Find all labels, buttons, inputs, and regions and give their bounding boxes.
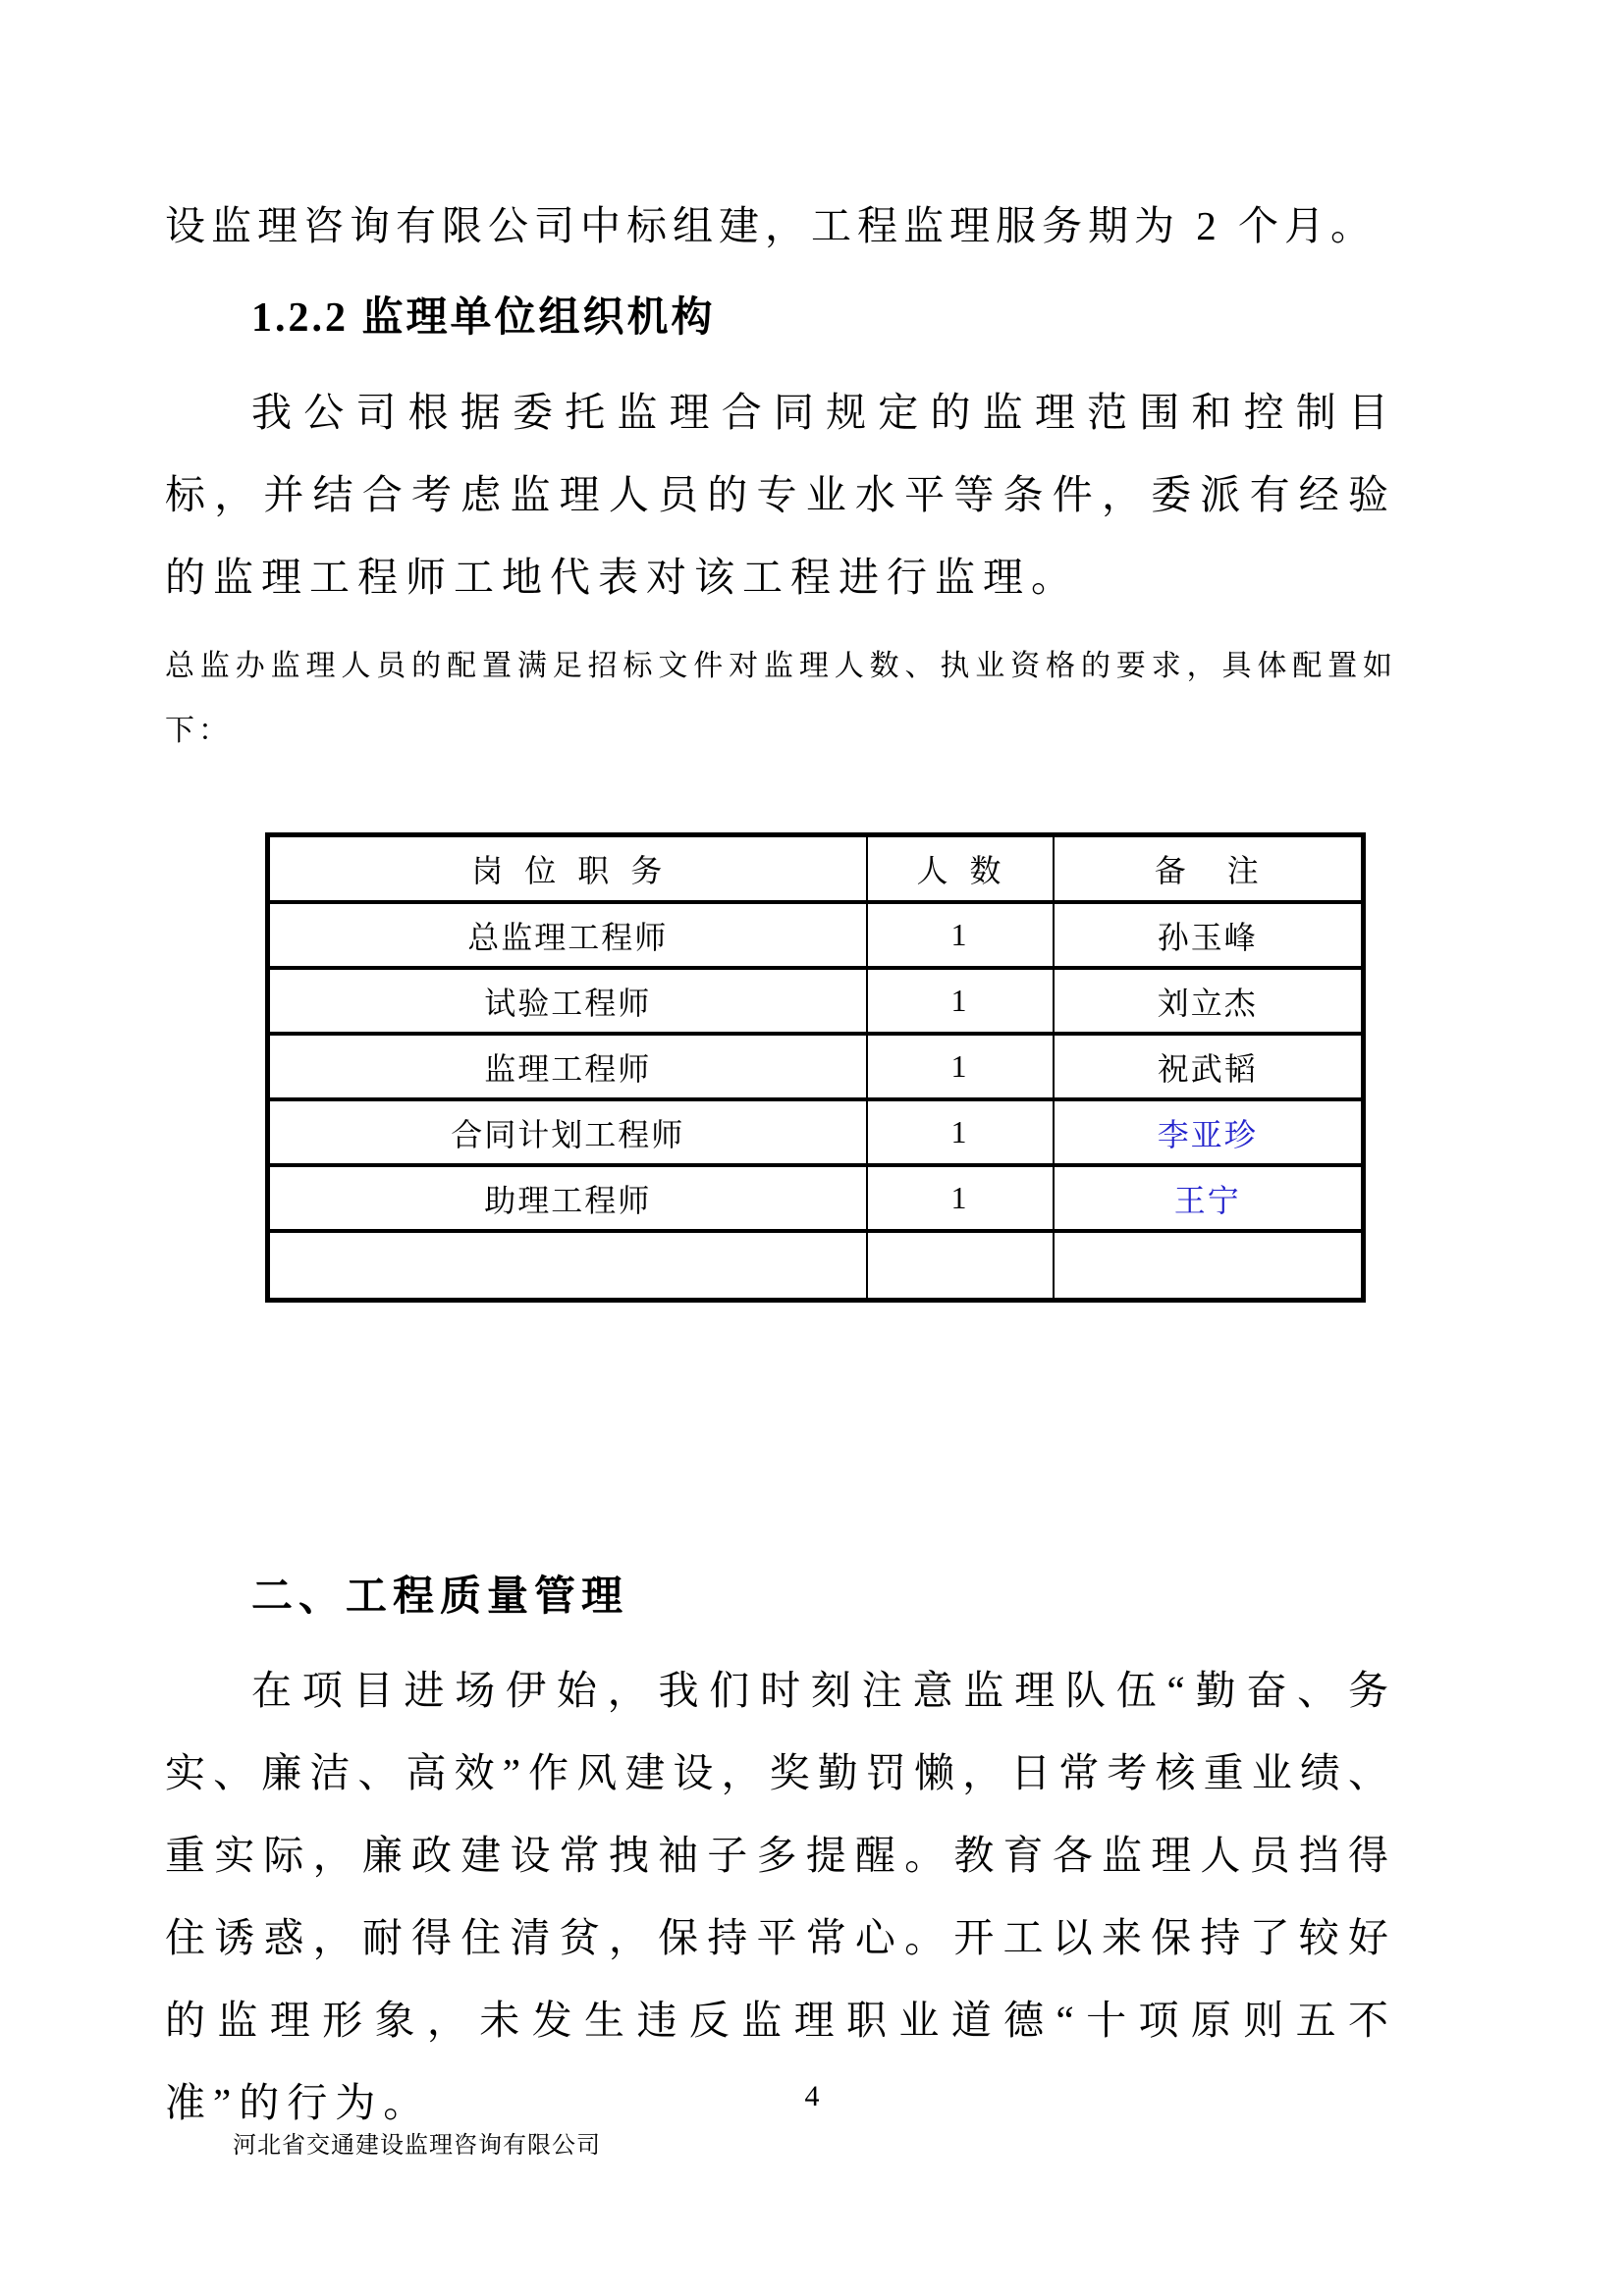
remark-cell: 孙玉峰 (1054, 902, 1364, 968)
table-row (268, 1165, 1364, 1231)
remark-cell: 祝武韬 (1054, 1034, 1364, 1099)
table-row (268, 968, 1364, 1034)
col-header-remark: 备 注 (1054, 835, 1364, 903)
table-header-row (268, 835, 1364, 903)
col-header-count: 人 数 (867, 835, 1054, 903)
remark-cell: 王宁 (1054, 1165, 1364, 1231)
section-2-heading: 二、工程质量管理 (251, 1575, 629, 1620)
section-2-paragraph: 在项目进场伊始，我们时刻注意监理队伍“勤奋、务实、廉洁、高效”作风建设，奖勤罚懒，日常考核重业绩、重实际，廉政建设常拽袖子多提醒。教育各监理人员挡得住诱惑，耐得住清贫，保持平常心。开工以来保持了较好的监理形象，未发生违反监理职业道德“十项原则五不准”的行为。 (165, 1668, 1396, 2125)
section-1-heading: 1.2.2 监理单位组织机构 (251, 295, 716, 341)
table-row (268, 1099, 1364, 1165)
page-number: 4 (804, 2080, 820, 2112)
footer-company-name: 河北省交通建设监理咨询有限公司 (233, 2133, 601, 2159)
section-1-paragraph: 我公司根据委托监理合同规定的监理范围和控制目标，并结合考虑监理人员的专业水平等条件，委派有经验的监理工程师工地代表对该工程进行监理。 (165, 390, 1396, 600)
count-cell: 1 (867, 1099, 1054, 1165)
count-cell: 1 (867, 902, 1054, 968)
col-header-position: 岗 位 职 务 (268, 835, 867, 903)
table-row (268, 1034, 1364, 1099)
remark-cell: 李亚珍 (1054, 1099, 1364, 1165)
position-cell: 试验工程师 (268, 968, 867, 1034)
position-cell: 监理工程师 (268, 1034, 867, 1099)
count-cell (867, 1231, 1054, 1301)
position-cell (268, 1231, 867, 1301)
count-cell: 1 (867, 1034, 1054, 1099)
remark-cell: 刘立杰 (1054, 968, 1364, 1034)
staffing-note: 总监办监理人员的配置满足招标文件对监理人数、执业资格的要求，具体配置如下： (165, 650, 1396, 747)
staff-table (265, 832, 1366, 1303)
position-cell: 合同计划工程师 (268, 1099, 867, 1165)
page-content (165, 185, 1396, 2144)
position-cell: 总监理工程师 (268, 902, 867, 968)
count-cell: 1 (867, 968, 1054, 1034)
table-row (268, 902, 1364, 968)
remark-cell (1054, 1231, 1364, 1301)
position-cell: 助理工程师 (268, 1165, 867, 1231)
table-row (268, 1231, 1364, 1301)
count-cell: 1 (867, 1165, 1054, 1231)
intro-text: 设监理咨询有限公司中标组建，工程监理服务期为 2 个月。 (165, 203, 1377, 248)
